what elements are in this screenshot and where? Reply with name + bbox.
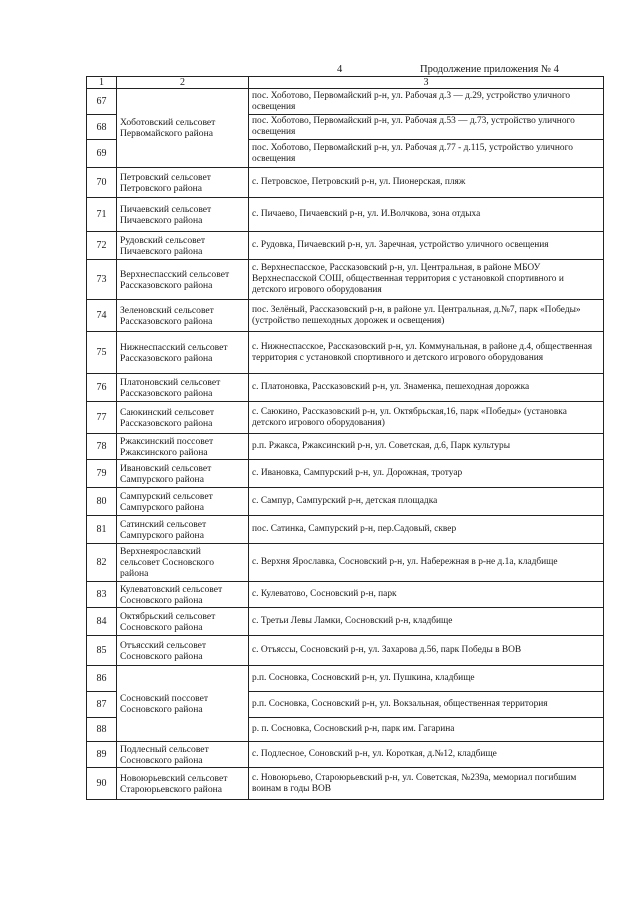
location-description: р.п. Ржакса, Ржаксинский р-н, ул. Советская, д.6, Парк культуры (249, 434, 604, 460)
location-description: с. Платоновка, Рассказовский р-н, ул. Знаменка, пешеходная дорожка (249, 374, 604, 402)
council-name: Ивановский сельсовет Сампурского района (117, 460, 249, 488)
row-number: 71 (87, 198, 117, 232)
council-name: Отъясский сельсовет Сосновского района (117, 636, 249, 666)
row-number: 67 (87, 89, 117, 115)
location-description: с. Петровское, Петровский р-н, ул. Пионерская, пляж (249, 168, 604, 198)
table-row (87, 460, 604, 488)
row-number: 69 (87, 140, 117, 168)
column-header: 2 (117, 77, 249, 89)
row-number: 75 (87, 332, 117, 374)
column-header: 1 (87, 77, 117, 89)
location-description: с. Саюкино, Рассказовский р-н, ул. Октябрьская,16, парк «Победы» (установка детского игрового оборудования) (249, 402, 604, 434)
council-name: Саюкинский сельсовет Рассказовского района (117, 402, 249, 434)
row-number: 74 (87, 300, 117, 332)
row-number: 87 (87, 692, 117, 718)
council-name: Платоновский сельсовет Рассказовского района (117, 374, 249, 402)
table-row (87, 434, 604, 460)
location-description: с. Верхнеспасское, Рассказовский р-н, ул. Центральная, в районе МБОУ Верхнеспасской СОШ, общественная территория с установкой спортивного и детского игрового оборудования (249, 260, 604, 300)
location-description: с. Рудовка, Пичаевский р-н, ул. Заречная, устройство уличного освещения (249, 232, 604, 260)
location-description: пос. Хоботово, Первомайский р-н, ул. Рабочая д.3 — д.29, устройство уличного освещения (249, 89, 604, 115)
location-description: с. Отъяссы, Сосновский р-н, ул. Захарова д.56, парк Победы в ВОВ (249, 636, 604, 666)
table-row (87, 300, 604, 332)
location-description: пос. Хоботово, Первомайский р-н, ул. Рабочая д.77 - д.115, устройство уличного освещения (249, 140, 604, 168)
row-number: 83 (87, 582, 117, 608)
council-name: Нижнеспасский сельсовет Рассказовского района (117, 332, 249, 374)
location-description: с. Нижнеспасское, Рассказовский р-н, ул. Коммунальная, в районе д.4, общественная территория с установкой спортивного и детского игрового оборудования (249, 332, 604, 374)
council-name: Ржаксинский поссовет Ржаксинского района (117, 434, 249, 460)
column-header: 3 (249, 77, 604, 89)
row-number: 90 (87, 768, 117, 800)
row-number: 82 (87, 544, 117, 582)
table-row (87, 168, 604, 198)
row-number: 81 (87, 516, 117, 544)
council-name: Пичаевский сельсовет Пичаевского района (117, 198, 249, 232)
council-name: Зеленовский сельсовет Рассказовского района (117, 300, 249, 332)
row-number: 70 (87, 168, 117, 198)
location-description: пос. Зелёный, Рассказовский р-н, в районе ул. Центральная, д.№7, парк «Победы» (устройство пешеходных дорожек и освещения) (249, 300, 604, 332)
location-description: р.п. Сосновка, Сосновский р-н, ул. Пушкина, кладбище (249, 666, 604, 692)
row-number: 79 (87, 460, 117, 488)
location-description: р.п. Сосновка, Сосновский р-н, ул. Вокзальная, общественная территория (249, 692, 604, 718)
row-number: 85 (87, 636, 117, 666)
location-description: р. п. Сосновка, Сосновский р-н, парк им. Гагарина (249, 718, 604, 742)
council-name: Верхнеспасский сельсовет Рассказовского района (117, 260, 249, 300)
location-description: с. Новоюрьево, Староюрьевский р-н, ул. Советская, №239а, мемориал погибшим воинам в годы ВОВ (249, 768, 604, 800)
table-row (87, 666, 604, 692)
continuation-label: Продолжение приложения № 4 (420, 64, 559, 75)
row-number: 77 (87, 402, 117, 434)
row-number: 86 (87, 666, 117, 692)
council-name: Сатинский сельсовет Сампурского района (117, 516, 249, 544)
table-row (87, 768, 604, 800)
location-description: с. Пичаево, Пичаевский р-н, ул. И.Волчкова, зона отдыха (249, 198, 604, 232)
row-number: 84 (87, 608, 117, 636)
location-description: с. Третьи Левы Ламки, Сосновский р-н, кладбище (249, 608, 604, 636)
location-description: с. Подлесное, Соновский р-н, ул. Короткая, д.№12, кладбище (249, 742, 604, 768)
table-row (87, 232, 604, 260)
table-row (87, 516, 604, 544)
row-number: 88 (87, 718, 117, 742)
council-name: Верхнеярославский сельсовет Сосновского района (117, 544, 249, 582)
row-number: 73 (87, 260, 117, 300)
location-description: с. Кулеватово, Сосновский р-н, парк (249, 582, 604, 608)
table-row (87, 742, 604, 768)
location-description: с. Верхня Ярославка, Сосновский р-н, ул. Набережная в р-не д.1а, кладбище (249, 544, 604, 582)
council-name: Подлесный сельсовет Сосновского района (117, 742, 249, 768)
table-row (87, 374, 604, 402)
table-row (87, 260, 604, 300)
table-header-row (87, 77, 604, 89)
location-description: с. Сампур, Сампурский р-н, детская площадка (249, 488, 604, 516)
objects-table (86, 76, 604, 800)
table-row (87, 544, 604, 582)
council-name: Сампурский сельсовет Сампурского района (117, 488, 249, 516)
table-row (87, 636, 604, 666)
row-number: 89 (87, 742, 117, 768)
council-name: Новоюрьевский сельсовет Староюрьевского района (117, 768, 249, 800)
table-row (87, 89, 604, 115)
table-row (87, 198, 604, 232)
table-row (87, 332, 604, 374)
table-body (87, 77, 604, 800)
council-name: Петровский сельсовет Петровского района (117, 168, 249, 198)
location-description: пос. Сатинка, Сампурский р-н, пер.Садовый, сквер (249, 516, 604, 544)
table-row (87, 608, 604, 636)
location-description: пос. Хоботово, Первомайский р-н, ул. Рабочая д.53 — д.73, устройство уличного освещения (249, 115, 604, 140)
row-number: 80 (87, 488, 117, 516)
row-number: 76 (87, 374, 117, 402)
council-name: Октябрьский сельсовет Сосновского района (117, 608, 249, 636)
council-name: Рудовский сельсовет Пичаевского района (117, 232, 249, 260)
table-row (87, 488, 604, 516)
table-row (87, 402, 604, 434)
row-number: 68 (87, 115, 117, 140)
council-name: Хоботовский сельсовет Первомайского района (117, 89, 249, 168)
table-row (87, 582, 604, 608)
row-number: 78 (87, 434, 117, 460)
page-number: 4 (337, 64, 343, 75)
council-name: Кулеватовский сельсовет Сосновского района (117, 582, 249, 608)
location-description: с. Ивановка, Сампурский р-н, ул. Дорожная, тротуар (249, 460, 604, 488)
row-number: 72 (87, 232, 117, 260)
council-name: Сосновский поссовет Сосновского района (117, 666, 249, 742)
